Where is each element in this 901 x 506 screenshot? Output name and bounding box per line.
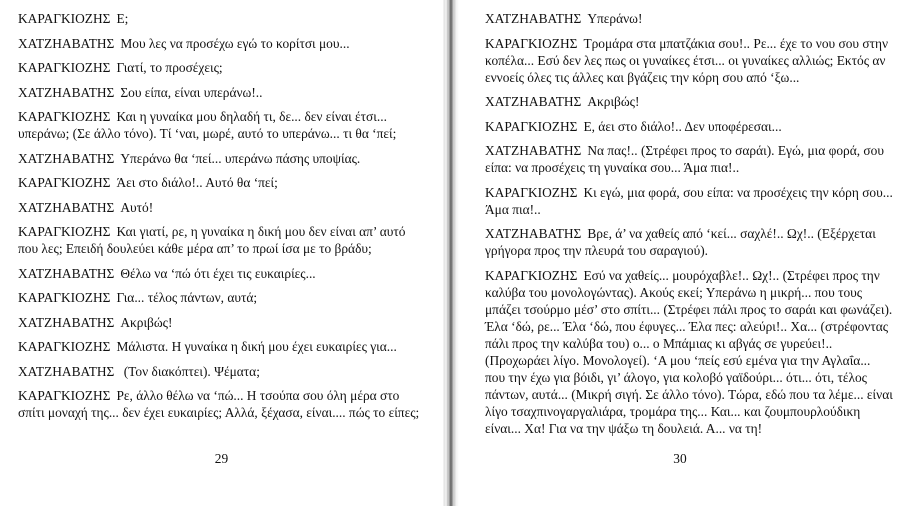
dialogue-paragraph [18, 108, 428, 142]
dialogue-paragraph [18, 59, 428, 76]
dialogue-text: Βρε, ά’ να χαθείς από ‘κεί... σαχλέ!.. Ωχ!.. (Εξέρχεται γρήγορα προς την πλευρά του σαραγιού). [485, 226, 876, 258]
speaker-name: ΚΑΡΑΓΚΙΟΖΗΣ [18, 290, 111, 305]
speaker-name: ΚΑΡΑΓΚΙΟΖΗΣ [485, 35, 578, 51]
dialogue-text: Ε, άει στο διάλο!.. Δεν υποφέρεσαι... [583, 118, 782, 134]
dialogue-text: Κι εγώ, μια φορά, σου είπα: να προσέχεις την κόρη σου... Άμα πια!.. [485, 184, 893, 217]
dialogue-text: Τρομάρα στα μπατζάκια σου!.. Ρε... έχε το νου σου στην κοπέλα... Εσύ δεν λες πως οι γυναίκες έτσι... οι γυναίκες αλλιώς; Εκτός αν εννοείς όλες τις άλλες και βγάζεις την κόρη σου από ‘ξω... [485, 35, 889, 85]
speaker-name: ΧΑΤΖΗΑΒΑΤΗΣ [485, 94, 582, 109]
dialogue-text: Ακριβώς! [120, 314, 173, 330]
dialogue-paragraph [485, 225, 893, 259]
dialogue-text: Και γιατί, ρε, η γυναίκα η δική μου δεν είναι απ’ αυτό που λες; Επειδή δουλεύει κάθε μέρα απ’ το πρωί ίσα με το βράδυ; [18, 224, 406, 256]
dialogue-paragraph [18, 314, 428, 331]
dialogue-paragraph [18, 223, 428, 257]
speaker-name: ΚΑΡΑΓΚΙΟΖΗΣ [18, 60, 111, 75]
dialogue-paragraph [18, 387, 428, 421]
dialogue-paragraph [18, 199, 428, 216]
dialogue-text: Ρε, άλλο θέλω να ‘πώ... Η τσούπα σου όλη μέρα στο σπίτι μοναχή της... δεν έχει ευκαιρίες; Αλλά, ξέχασα, είναι.... πώς το είπες; [18, 388, 420, 420]
speaker-name: ΧΑΤΖΗΑΒΑΤΗΣ [18, 199, 115, 215]
dialogue-text: Γιατί, το προσέχεις; [116, 60, 223, 75]
speaker-name: ΧΑΤΖΗΑΒΑΤΗΣ [485, 143, 582, 158]
speaker-name: ΚΑΡΑΓΚΙΟΖΗΣ [18, 109, 111, 124]
speaker-name: ΧΑΤΖΗΑΒΑΤΗΣ [18, 84, 115, 100]
speaker-name: ΚΑΡΑΓΚΙΟΖΗΣ [485, 267, 578, 283]
speaker-name: ΧΑΤΖΗΑΒΑΤΗΣ [485, 11, 582, 26]
speaker-name: ΧΑΤΖΗΑΒΑΤΗΣ [18, 314, 115, 330]
dialogue-paragraph [18, 363, 428, 380]
speaker-name: ΚΑΡΑΓΚΙΟΖΗΣ [18, 175, 111, 190]
speaker-name: ΚΑΡΑΓΚΙΟΖΗΣ [18, 11, 111, 26]
speaker-name: ΧΑΤΖΗΑΒΑΤΗΣ [18, 363, 115, 379]
dialogue-paragraph [18, 174, 428, 191]
dialogue-paragraph [485, 10, 893, 27]
right-page [459, 0, 901, 506]
dialogue-paragraph [18, 289, 428, 306]
dialogue-paragraph [485, 35, 893, 86]
dialogue-text: Και η γυναίκα μου δηλαδή τι, δε... δεν είναι έτσι... υπεράνω; (Σε άλλο τόνο). Τί ‘ναι, μωρέ, αυτό το υπεράνω... τι θα ‘πεί; [18, 109, 397, 141]
dialogue-text: Για... τέλος πάντων, αυτά; [116, 290, 258, 305]
speaker-name: ΚΑΡΑΓΚΙΟΖΗΣ [18, 388, 111, 403]
left-page [0, 0, 443, 506]
dialogue-paragraph [485, 267, 893, 437]
dialogue-paragraph [18, 10, 428, 27]
dialogue-text: Σου είπα, είναι υπεράνω!.. [120, 84, 263, 100]
dialogue-text: Άει στο διάλο!.. Αυτό θα ‘πεί; [116, 175, 278, 190]
dialogue-paragraph [18, 84, 428, 101]
dialogue-text: Αυτό! [120, 199, 154, 215]
speaker-name: ΚΑΡΑΓΚΙΟΖΗΣ [485, 184, 578, 200]
speaker-name: ΚΑΡΑΓΚΙΟΖΗΣ [18, 224, 111, 239]
dialogue-paragraph [18, 35, 428, 52]
dialogue-text: (Τον διακόπτει). Ψέματα; [120, 363, 260, 379]
page-number: 29 [214, 451, 229, 466]
speaker-name: ΧΑΤΖΗΑΒΑΤΗΣ [18, 150, 115, 166]
dialogue-text: Να πας!.. (Στρέφει προς το σαράι). Εγώ, μια φορά, σου είπα: να προσέχεις τη γυναίκα σου... Άμα πια!.. [485, 143, 884, 175]
dialogue-text: Υπεράνω! [587, 11, 643, 26]
speaker-name: ΧΑΤΖΗΑΒΑΤΗΣ [485, 226, 582, 241]
dialogue-text: Ε; [116, 11, 129, 26]
dialogue-text: Μάλιστα. Η γυναίκα η δική μου έχει ευκαιρίες για... [116, 339, 397, 354]
dialogue-text: Ακριβώς! [587, 94, 640, 109]
dialogue-text: Μου λες να προσέχω εγώ το κορίτσι μου... [120, 35, 350, 51]
dialogue-paragraph [18, 265, 428, 282]
dialogue-paragraph [485, 142, 893, 176]
book-gutter [443, 0, 459, 506]
dialogue-paragraph [485, 118, 893, 135]
dialogue-text: Θέλω να ‘πώ ότι έχει τις ευκαιρίες... [120, 265, 316, 281]
speaker-name: ΧΑΤΖΗΑΒΑΤΗΣ [18, 265, 115, 281]
speaker-name: ΚΑΡΑΓΚΙΟΖΗΣ [18, 339, 111, 354]
dialogue-paragraph [485, 184, 893, 218]
speaker-name: ΧΑΤΖΗΑΒΑΤΗΣ [18, 35, 115, 51]
dialogue-paragraph [18, 338, 428, 355]
speaker-name: ΚΑΡΑΓΚΙΟΖΗΣ [485, 118, 578, 134]
dialogue-paragraph [485, 93, 893, 110]
dialogue-text: Εσύ να χαθείς... μουρόχαβλε!.. Ωχ!.. (Στρέφει προς την καλύβα του μονολογώντας). Ακούς εκεί; Υπεράνω η μικρή... που τους μπάζει τσούρμο μέσ’ στο σπίτι... (Στρέφει πάλι προς το σαράι και φωνάζει). Έλα ‘δώ, ρε... Έλα ‘δώ, που έφυγες... Έλα πες: αλεύρι!.. Χα... (στρέφοντας πάλι προς την καλύβα του) ο... ο Μπάμιας κι αβγάς σε γυρεύει!.. (Προχωράει λίγο. Μονολογεί). ‘Α μου ‘πείς εσύ εμένα για την Αγλαΐα... που την έχω για βόιδι, γι’ άλογο, για κολοβό γαϊδούρι... ότι... ότι, τέλος πάντων, αυτά... (Μικρή σιγή. Σε άλλο τόνο). Τώρα, εδώ που τα λέμε... είναι λίγο τσαχπινογαργαλιάρα, τρομάρα της... Και... και ζουμπουρλούδικη είναι... Χα! Για να την ψάξω τη δουλειά. Α... να τη! [485, 267, 893, 436]
right-page-text [485, 10, 893, 444]
dialogue-text: Υπεράνω θα ‘πεί... υπεράνω πάσης υποψίας. [120, 150, 361, 166]
page-number: 30 [673, 451, 687, 466]
left-page-text [18, 10, 428, 429]
dialogue-paragraph [18, 150, 428, 167]
